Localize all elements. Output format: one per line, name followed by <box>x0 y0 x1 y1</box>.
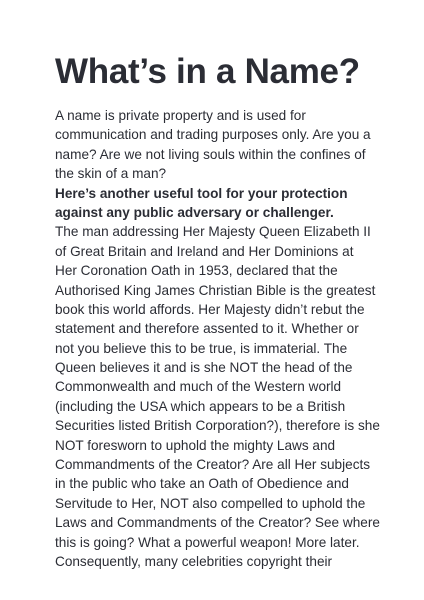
text-line: NOT foresworn to uphold the mighty Laws and <box>55 437 336 453</box>
paragraph-main <box>55 222 407 571</box>
text-line: Consequently, many celebrities copyright their <box>55 553 333 569</box>
text-line: book this world affords. Her Majesty didn’t rebut the <box>55 301 365 317</box>
text-line: not you believe this to be true, is immaterial. The <box>55 340 348 356</box>
text-line: Commandments of the Creator? Are all Her subjects <box>55 457 371 473</box>
text-line: of Great Britain and Ireland and Her Dominions at <box>55 243 354 259</box>
text-line: communication and trading purposes only. Are you a <box>55 127 371 143</box>
text-line: The man addressing Her Majesty Queen Elizabeth II <box>55 224 371 240</box>
page-title: What’s in a Name? <box>55 52 360 91</box>
text-line: Securities listed British Corporation?), therefore is she <box>55 418 380 434</box>
bold-text-line: Here’s another useful tool for your protection <box>55 185 348 201</box>
paragraph-intro <box>55 106 407 184</box>
bold-text-line: against any public adversary or challenger. <box>55 204 334 220</box>
text-line: statement and therefore assented to it. Whether or <box>55 321 359 337</box>
text-line: this is going? What a powerful weapon! More later. <box>55 534 360 550</box>
text-line: (including the USA which appears to be a British <box>55 398 346 414</box>
text-line: the skin of a man? <box>55 166 167 182</box>
document-page <box>55 52 407 571</box>
text-line: Commonwealth and much of the Western world <box>55 379 342 395</box>
text-line: Authorised King James Christian Bible is the greatest <box>55 282 376 298</box>
text-line: Her Coronation Oath in 1953, declared that the <box>55 263 338 279</box>
paragraph-bold-callout <box>55 184 407 223</box>
text-line: A name is private property and is used for <box>55 108 306 123</box>
text-line: Laws and Commandments of the Creator? See where <box>55 515 380 531</box>
text-line: name? Are we not living souls within the confines of <box>55 146 366 162</box>
text-line: Servitude to Her, NOT also compelled to uphold the <box>55 495 366 511</box>
text-line: Queen believes it and is she NOT the head of the <box>55 360 353 376</box>
document-body <box>55 106 407 571</box>
text-line: in the public who take an Oath of Obedience and <box>55 476 349 492</box>
